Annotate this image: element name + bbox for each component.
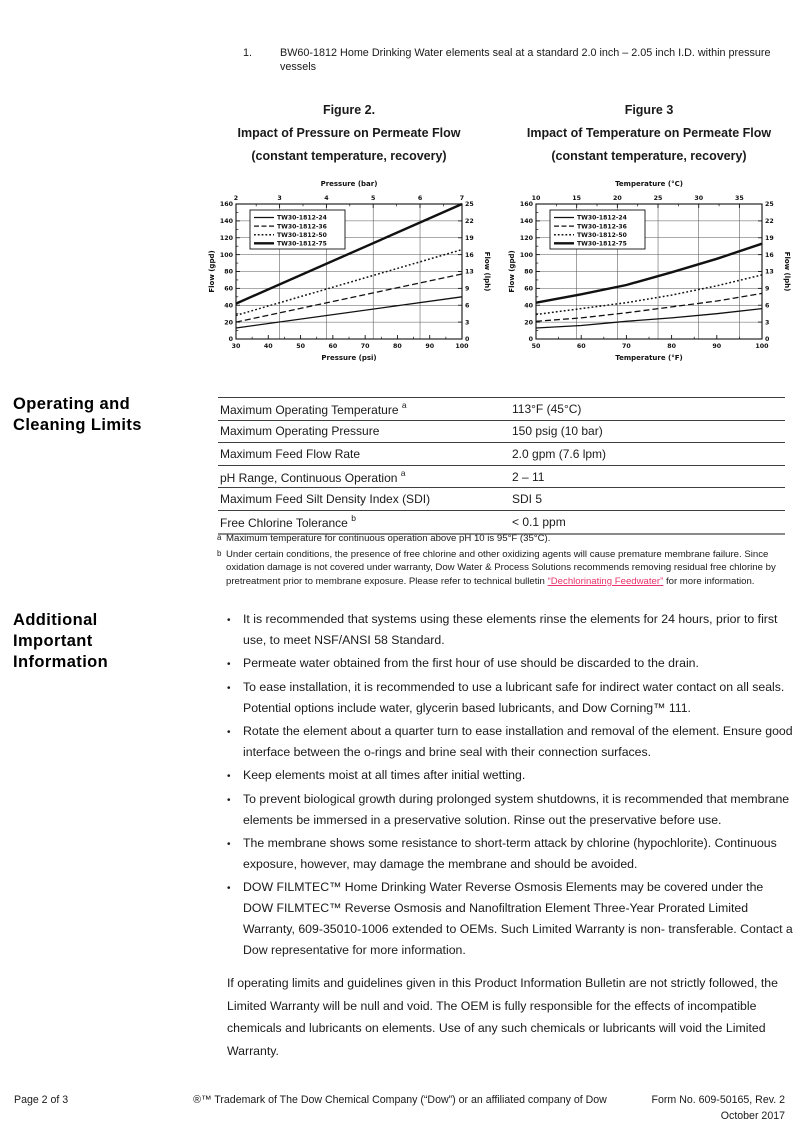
- bullet-icon: •: [227, 659, 231, 670]
- svg-text:100: 100: [219, 251, 233, 259]
- svg-text:Pressure (bar): Pressure (bar): [320, 180, 378, 188]
- svg-text:80: 80: [667, 343, 676, 350]
- svg-text:60: 60: [524, 285, 533, 293]
- svg-text:80: 80: [224, 268, 233, 276]
- bullet-icon: •: [227, 615, 231, 626]
- list-item: [227, 765, 793, 787]
- svg-text:70: 70: [360, 343, 370, 350]
- svg-text:160: 160: [219, 201, 233, 209]
- svg-text:20: 20: [612, 195, 622, 202]
- bullet-text: Permeate water obtained from the first hour of use should be discarded to the drain.: [243, 656, 699, 670]
- table-row: [218, 511, 785, 533]
- heading-line: Cleaning Limits: [13, 416, 142, 434]
- svg-text:0: 0: [228, 336, 233, 344]
- table-row: [218, 421, 785, 444]
- svg-text:120: 120: [219, 234, 233, 242]
- svg-text:60: 60: [576, 343, 586, 350]
- svg-text:TW30-1812-36: TW30-1812-36: [577, 223, 627, 231]
- limit-label: Maximum Operating Pressure: [220, 424, 380, 439]
- figure2-chart: [206, 177, 492, 375]
- footnote-b-text: Under certain conditions, the presence of free chlorine and other oxidizing agents will cause premature membrane failure. Since oxidation damage is not covered under warranty, Dow Water & Process Solutions recommends removing residual free chlorine by pretreatment prior to membrane exposure. Please refer to technical bulletin: [226, 548, 776, 587]
- svg-text:40: 40: [263, 343, 273, 350]
- closing-paragraph: If operating limits and guidelines given in this Product Information Bulletin are not strictly followed, the Limited Warranty will be null and void. The OEM is fully responsible for the effects of incompatible chemicals and lubricants on elements. Use of any such chemicals or lubricants will void the Limited Warranty.: [227, 976, 778, 1058]
- svg-text:60: 60: [328, 343, 338, 350]
- limit-label: Maximum Operating Temperature $^a$: [220, 399, 407, 417]
- bullet-icon: •: [227, 883, 231, 894]
- svg-text:80: 80: [393, 343, 402, 350]
- figures-row: [203, 99, 795, 375]
- table-row: [218, 398, 785, 421]
- svg-text:0: 0: [765, 336, 770, 344]
- footnote-b: [217, 548, 789, 589]
- list-item: [227, 789, 793, 831]
- svg-text:35: 35: [735, 195, 744, 202]
- svg-text:2: 2: [233, 195, 239, 202]
- svg-text:10: 10: [531, 195, 541, 202]
- bullet-text: Keep elements moist at all times after initial wetting.: [243, 768, 526, 782]
- bullet-icon: •: [227, 839, 231, 850]
- svg-text:16: 16: [765, 251, 774, 259]
- svg-text:15: 15: [572, 195, 582, 202]
- form-number: Form No. 609-50165, Rev. 2: [651, 1094, 785, 1106]
- list-item: [227, 677, 793, 719]
- svg-text:100: 100: [755, 343, 769, 350]
- bullet-text: It is recommended that systems using these elements rinse the elements for 24 hours, prior to first use, to meet NSF/ANSI 58 Standard.: [243, 612, 778, 647]
- figure3-subtitle: (constant temperature, recovery): [551, 149, 747, 163]
- footnote-a-text: Maximum temperature for continuous operation above pH 10 is 95°F (35°C).: [226, 533, 551, 544]
- figure3-label: Figure 3: [624, 103, 674, 117]
- svg-text:Flow (gpd): Flow (gpd): [208, 250, 216, 293]
- bullet-icon: •: [227, 771, 231, 782]
- limit-value: 113°F (45°C): [512, 401, 582, 416]
- additional-info-heading: [13, 610, 108, 673]
- note-number: 1.: [243, 47, 253, 59]
- bullet-text: To prevent biological growth during prolonged system shutdowns, it is recommended that membrane elements be immersed in a preservative solution. Rinse out the preservative before use.: [243, 792, 790, 827]
- limit-value: 2 – 11: [512, 469, 545, 484]
- svg-text:50: 50: [531, 343, 541, 350]
- limits-table: [218, 397, 785, 535]
- table-footnotes: [217, 532, 789, 590]
- list-item: [227, 833, 793, 875]
- svg-text:Temperature (°C): Temperature (°C): [615, 180, 683, 188]
- list-item: [227, 609, 793, 651]
- svg-text:9: 9: [465, 285, 470, 293]
- bullet-icon: •: [227, 727, 231, 738]
- svg-text:140: 140: [219, 218, 233, 226]
- svg-text:40: 40: [224, 302, 233, 310]
- svg-text:70: 70: [622, 343, 631, 350]
- svg-text:120: 120: [519, 234, 533, 242]
- svg-text:40: 40: [524, 302, 533, 310]
- svg-text:25: 25: [465, 201, 474, 209]
- svg-text:16: 16: [465, 251, 474, 259]
- svg-text:80: 80: [524, 268, 533, 276]
- svg-text:3: 3: [465, 319, 470, 327]
- figure-3: [503, 99, 795, 375]
- svg-text:TW30-1812-50: TW30-1812-50: [277, 231, 327, 239]
- svg-text:TW30-1812-75: TW30-1812-75: [277, 240, 327, 248]
- svg-text:Temperature (°F): Temperature (°F): [615, 354, 683, 362]
- dechlorinating-feedwater-link[interactable]: “Dechlorinating Feedwater”: [547, 575, 664, 587]
- note-text: BW60-1812 Home Drinking Water elements seal at a standard 2.0 inch – 2.05 inch I.D. within pressure vessels: [280, 47, 771, 73]
- svg-text:30: 30: [231, 343, 241, 350]
- footnote-marker: b: [217, 548, 222, 558]
- svg-text:22: 22: [765, 218, 774, 226]
- svg-text:90: 90: [712, 343, 722, 350]
- numbered-note: [243, 46, 788, 74]
- svg-text:20: 20: [524, 319, 533, 327]
- heading-line: Important: [13, 632, 93, 650]
- svg-text:9: 9: [765, 285, 770, 293]
- operating-limits-heading: [13, 394, 142, 436]
- svg-text:30: 30: [694, 195, 704, 202]
- svg-text:3: 3: [765, 319, 770, 327]
- heading-line: Information: [13, 653, 109, 671]
- bullet-list: [227, 609, 793, 963]
- figure3-title: Impact of Temperature on Permeate Flow: [526, 126, 772, 140]
- svg-text:25: 25: [653, 195, 663, 202]
- heading-line: Operating and: [13, 395, 131, 413]
- list-item: [227, 877, 793, 961]
- figure-2: [203, 99, 495, 375]
- svg-text:6: 6: [765, 302, 770, 310]
- form-number-block: [652, 1093, 785, 1124]
- svg-text:TW30-1812-24: TW30-1812-24: [277, 214, 327, 222]
- svg-text:TW30-1812-36: TW30-1812-36: [277, 223, 327, 231]
- figure3-chart: [506, 177, 792, 375]
- bullet-icon: •: [227, 795, 231, 806]
- svg-text:140: 140: [519, 218, 533, 226]
- list-item: [227, 721, 793, 763]
- footnote-b-text-end: for more information.: [663, 575, 755, 587]
- svg-text:3: 3: [277, 195, 282, 202]
- limit-value: 2.0 gpm (7.6 lpm): [512, 446, 607, 461]
- svg-text:50: 50: [296, 343, 305, 350]
- svg-text:19: 19: [765, 234, 774, 242]
- bullet-text: To ease installation, it is recommended to use a lubricant safe for indirect water contact on all seals. Potential options include water, glycerin based lubricants, and Dow Corning™ 111.: [243, 680, 785, 715]
- figure2-subtitle: (constant temperature, recovery): [251, 149, 447, 163]
- svg-text:20: 20: [224, 319, 233, 327]
- limit-label: pH Range, Continuous Operation $^a$: [220, 467, 406, 485]
- bullet-text: DOW FILMTEC™ Home Drinking Water Reverse Osmosis Elements may be covered under the DOW FILMTEC™ Reverse Osmosis and Nanofiltration Element Three-Year Prorated Limited Warranty, 609-35010-1006 extended to OEMs. Such Limited Warranty is non- transferable. Contact a Dow representative for more information.: [243, 880, 793, 957]
- svg-text:TW30-1812-24: TW30-1812-24: [577, 214, 627, 222]
- svg-text:6: 6: [465, 302, 470, 310]
- trademark-note: ®™ Trademark of The Dow Chemical Company (“Dow”) or an affiliated company of Dow: [193, 1094, 607, 1106]
- figure2-label: Figure 2.: [322, 103, 376, 117]
- footnote-a: [217, 532, 789, 546]
- footnote-marker: a: [217, 533, 222, 542]
- page-number: Page 2 of 3: [14, 1094, 69, 1106]
- limit-label: Maximum Feed Silt Density Index (SDI): [220, 492, 431, 507]
- bullet-text: The membrane shows some resistance to short-term attack by chlorine (hypochlorite). Continuous exposure, however, may damage the membrane and should be avoided.: [243, 836, 777, 871]
- svg-text:Flow (lph): Flow (lph): [783, 251, 791, 292]
- svg-text:13: 13: [465, 268, 474, 276]
- bullet-text: Rotate the element about a quarter turn to ease installation and removal of the element. Ensure good interface between the o-rings and brine seal with their connection surfaces.: [243, 724, 793, 759]
- svg-text:22: 22: [465, 218, 474, 226]
- svg-text:0: 0: [465, 336, 470, 344]
- svg-text:25: 25: [765, 201, 774, 209]
- svg-text:100: 100: [455, 343, 469, 350]
- svg-text:4: 4: [324, 195, 329, 202]
- svg-text:13: 13: [765, 268, 774, 276]
- svg-text:Pressure (psi): Pressure (psi): [321, 354, 377, 362]
- svg-text:6: 6: [417, 195, 423, 202]
- svg-text:5: 5: [371, 195, 376, 202]
- bullet-icon: •: [227, 683, 231, 694]
- svg-text:160: 160: [519, 201, 533, 209]
- svg-text:Flow (gpd): Flow (gpd): [508, 250, 516, 293]
- svg-text:90: 90: [425, 343, 435, 350]
- limit-value: SDI 5: [512, 492, 543, 507]
- table-row: [218, 466, 785, 489]
- table-row: [218, 443, 785, 466]
- figure2-title: Impact of Pressure on Permeate Flow: [237, 126, 461, 140]
- limit-value: 150 psig (10 bar): [512, 424, 603, 439]
- table-row: [218, 488, 785, 511]
- svg-text:19: 19: [465, 234, 474, 242]
- svg-text:100: 100: [519, 251, 533, 259]
- form-date: October 2017: [720, 1109, 785, 1122]
- svg-text:0: 0: [528, 336, 533, 344]
- svg-text:TW30-1812-50: TW30-1812-50: [577, 231, 627, 239]
- list-item: [227, 653, 793, 675]
- svg-text:Flow (lph): Flow (lph): [483, 251, 491, 292]
- limit-label: Free Chlorine Tolerance $^b$: [220, 512, 356, 530]
- heading-line: Additional: [13, 611, 98, 629]
- limit-value: < 0.1 ppm: [512, 514, 566, 529]
- svg-text:TW30-1812-75: TW30-1812-75: [577, 240, 627, 248]
- svg-text:7: 7: [459, 195, 465, 202]
- limit-label: Maximum Feed Flow Rate: [220, 446, 361, 461]
- svg-text:60: 60: [224, 285, 233, 293]
